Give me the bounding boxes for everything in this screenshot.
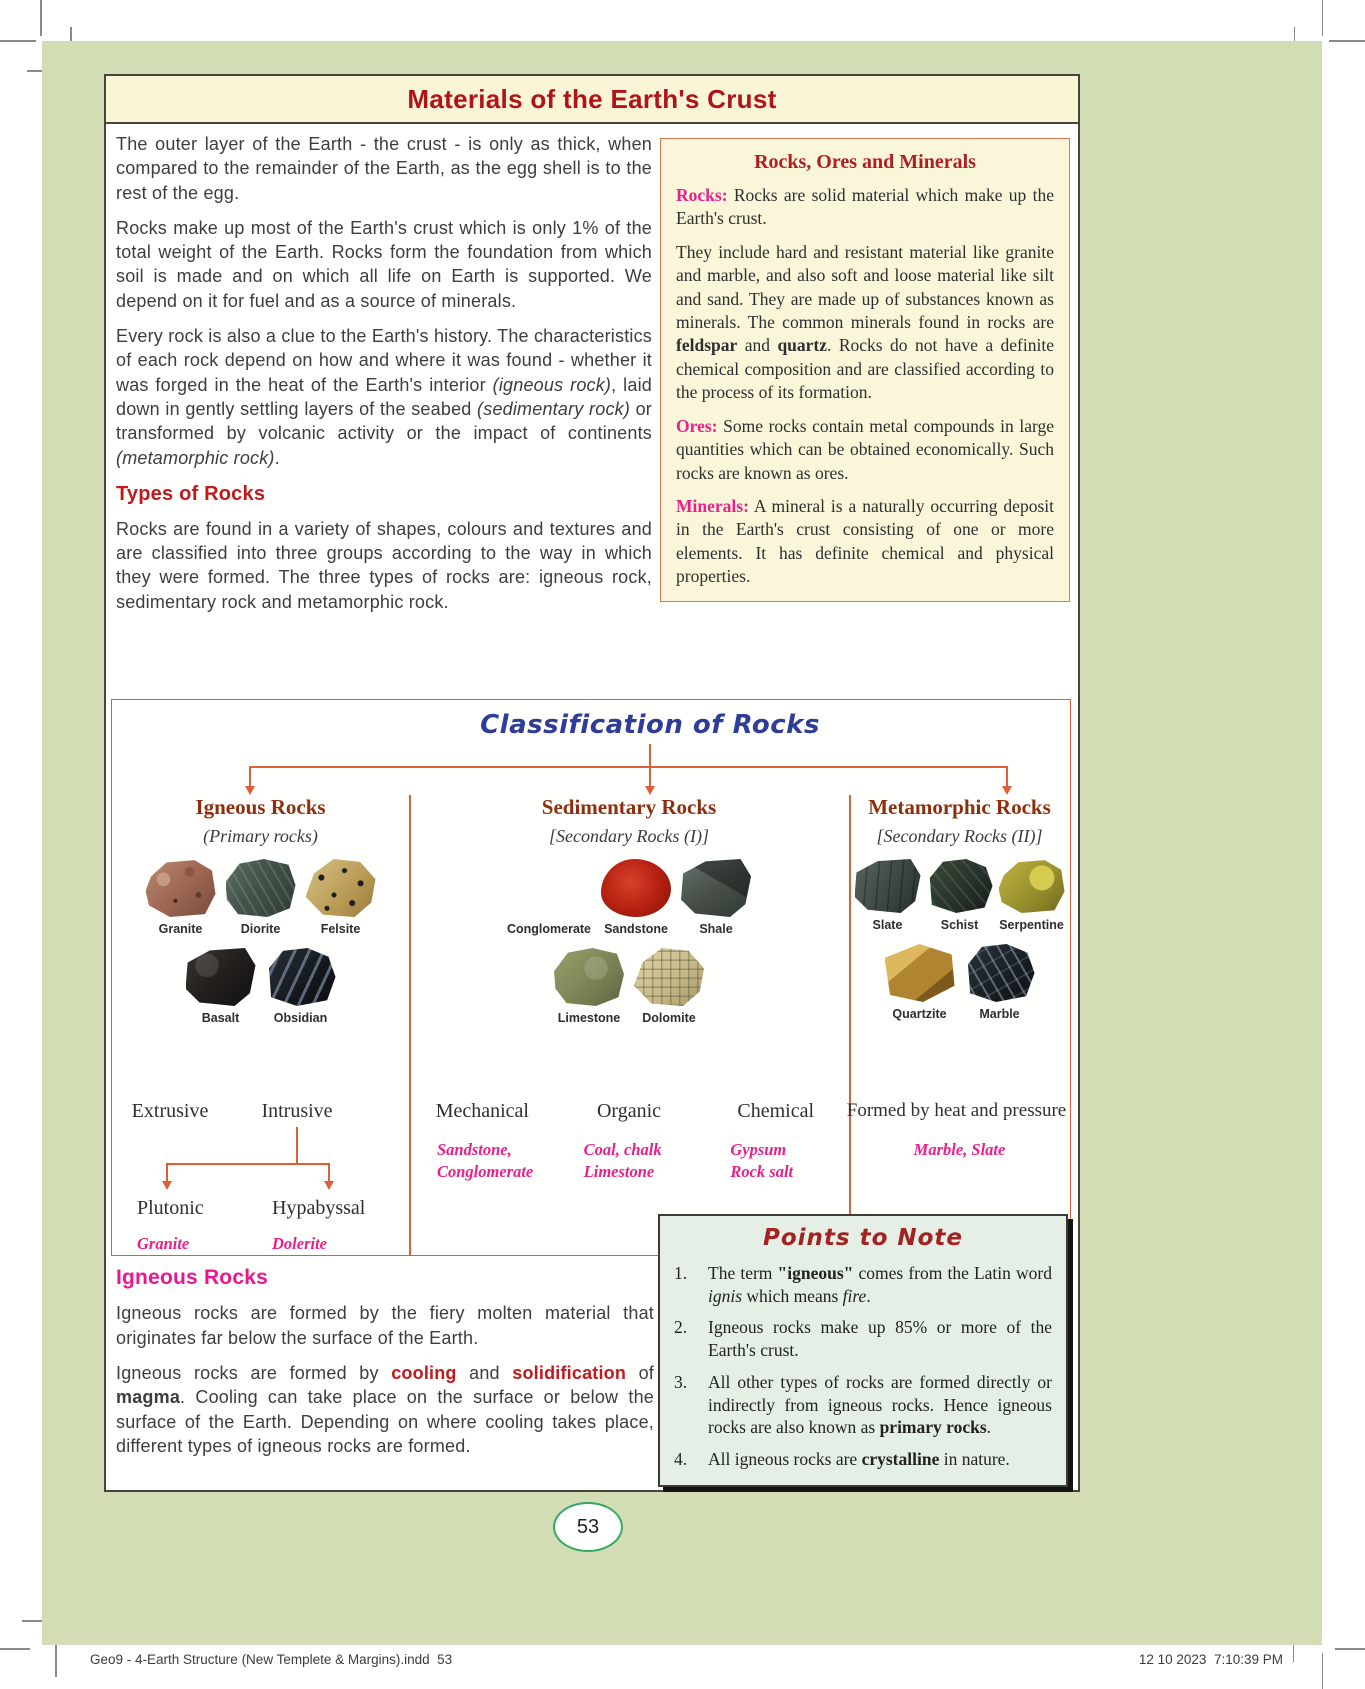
arrow-down-icon [645, 786, 655, 795]
footer-timestamp: 12 10 2023 7:10:39 PM [1138, 1652, 1283, 1667]
arrow-down-icon [324, 1181, 334, 1190]
rock-figure: Marble [965, 944, 1035, 1021]
arrow-down-icon [1002, 786, 1012, 795]
classification-title: Classification of Rocks [480, 710, 820, 740]
intro-paragraph-1: The outer layer of the Earth - the crust - is only as thick, when compared to the remainder of the Earth, as the egg shell is to the rest of the egg. [116, 134, 652, 203]
shale-rock-image [681, 859, 751, 917]
rock-figure: Limestone [554, 948, 624, 1025]
crop-mark [40, 0, 42, 36]
igneous-rocks-section [116, 1264, 654, 1469]
metamorphic-column [846, 795, 1070, 1255]
rock-figure: Felsite [306, 859, 376, 936]
heat-pressure-label: Formed by heat and pressure [846, 1100, 1067, 1121]
arrow-down-icon [245, 786, 255, 795]
intrusive-label: Intrusive [261, 1100, 333, 1122]
connector-line [250, 766, 1008, 768]
igneous-rocks-heading: Igneous Rocks [116, 1266, 268, 1289]
crop-mark [1335, 1648, 1365, 1650]
connector-line [649, 766, 651, 788]
sedimentary-rock-italic: (sedimentary rock) [477, 398, 631, 419]
rocks-box-title: Rocks, Ores and Minerals [754, 151, 976, 173]
hypabyssal-example: Dolerite [272, 1234, 327, 1253]
ores-label: Ores: [676, 415, 718, 436]
minerals-definition: Minerals: A mineral is a naturally occurring deposit in the Earth's crust consisting of one or more elements. It has definite chemical and physical properties. [676, 496, 1054, 587]
crop-mark [1329, 40, 1365, 42]
metamorphic-subheading: [Secondary Rocks (II)] [876, 826, 1043, 846]
granite-rock-image [146, 859, 216, 917]
organic-label: Organic [596, 1100, 662, 1122]
note-item-4: 4. All igneous rocks are crystalline in nature. [674, 1449, 1010, 1470]
serpentine-rock-image [999, 859, 1065, 913]
igneous-subheading: (Primary rocks) [203, 826, 318, 846]
intro-column [116, 132, 652, 625]
connector-line [166, 1163, 330, 1165]
sedimentary-types-row [409, 1100, 849, 1123]
ores-definition: Ores: Some rocks contain metal compounds in large quantities which can be obtained economically. Such rocks are known as ores. [676, 415, 1055, 483]
types-of-rocks-heading: Types of Rocks [116, 482, 266, 505]
rock-figure: Sandstone [601, 859, 671, 936]
igneous-heading: Igneous Rocks [195, 795, 326, 819]
note-item-1: 1. The term "igneous" comes from the Latin word ignis which means fire. [674, 1262, 1052, 1306]
rock-figure: Diorite [226, 859, 296, 936]
sedimentary-heading: Sedimentary Rocks [541, 795, 717, 819]
felsite-rock-image [306, 859, 376, 917]
organic-examples: Coal, chalk Limestone [583, 1140, 662, 1182]
quartzite-rock-image [885, 944, 955, 1002]
note-item-2: 2. Igneous rocks make up 85% or more of the Earth's crust. [674, 1317, 1052, 1361]
diorite-rock-image [226, 859, 296, 917]
connector-line [649, 744, 651, 767]
points-to-note-title: Points to Note [762, 1225, 964, 1251]
metamorphic-rock-italic: (metamorphic rock) [116, 447, 275, 468]
rock-figure: Granite [146, 859, 216, 936]
note-item-3: 3. All other types of rocks are formed directly or indirectly from igneous rocks. Hence igneous rocks are also known as primary rocks. [674, 1371, 1052, 1438]
metamorphic-heading: Metamorphic Rocks [868, 795, 1051, 819]
chemical-label: Chemical [737, 1100, 814, 1122]
crop-mark [1322, 1653, 1324, 1689]
sedimentary-subheading: [Secondary Rocks (I)] [549, 826, 709, 846]
connector-line [296, 1127, 298, 1165]
basalt-rock-image [186, 948, 256, 1006]
plutonic-label: Plutonic [137, 1197, 204, 1219]
mechanical-examples: Sandstone, Conglomerate [437, 1140, 534, 1182]
connector-line [249, 766, 251, 788]
metamorphic-examples: Marble, Slate [913, 1140, 1006, 1159]
content-frame [104, 74, 1080, 1492]
igneous-paragraph-1: Igneous rocks are formed by the fiery molten material that originates far below the surface of the Earth. [116, 1303, 654, 1348]
magma-keyword: magma [116, 1387, 181, 1408]
igneous-paragraph-2: Igneous rocks are formed by cooling and solidification of magma. Cooling can take place on the surface or below the surface of the Earth. Depending on where cooling takes place, different types of igneous rocks are formed. [116, 1362, 654, 1456]
rock-figure: Conglomerate [507, 859, 591, 936]
page-content [106, 124, 1078, 1490]
arrow-down-icon [162, 1181, 172, 1190]
classification-diagram [111, 699, 1071, 1256]
rock-figure: Quartzite [885, 944, 955, 1021]
solidification-keyword: solidification [512, 1362, 627, 1383]
page-number: 53 [553, 1502, 623, 1552]
sedimentary-column [409, 795, 849, 1255]
page-title: Materials of the Earth's Crust [407, 83, 777, 114]
chemical-examples: Gypsum Rock salt [730, 1140, 794, 1182]
rock-figure: Schist [927, 859, 993, 932]
igneous-rock-italic: (igneous rock) [492, 374, 612, 395]
crop-mark [0, 40, 36, 42]
limestone-rock-image [554, 948, 624, 1006]
marble-rock-image [965, 944, 1035, 1002]
extrusive-label: Extrusive [131, 1100, 209, 1122]
connector-line [328, 1163, 330, 1183]
mechanical-label: Mechanical [435, 1100, 529, 1122]
dolomite-rock-image [634, 948, 704, 1006]
intro-paragraph-3: Every rock is also a clue to the Earth's history. The characteristics of each rock depend on how and where it was found - whether it was forged in the heat of the Earth's interior (igneous rock), laid down in gently settling layers of the seabed (sedimentary rock) or transformed by volcanic activity or the impact of continents (metamorphic rock). [116, 326, 653, 468]
rock-figure: Slate [855, 859, 921, 932]
rock-figure: Serpentine [999, 859, 1065, 932]
hypabyssal-label: Hypabyssal [272, 1197, 366, 1219]
minerals-label: Minerals: [676, 496, 749, 517]
rock-figure: Dolomite [634, 948, 704, 1025]
rock-figure: Basalt [186, 948, 256, 1025]
crop-mark [0, 1648, 30, 1650]
types-of-rocks-paragraph: Rocks are found in a variety of shapes, colours and textures and are classified into three groups according to the way in which they were formed. The three types of rocks are: igneous rock, sedimentary rock and metamorphic rock. [116, 518, 652, 612]
rocks-ores-minerals-box [660, 138, 1070, 602]
cooling-keyword: cooling [391, 1362, 457, 1383]
connector-line [1006, 766, 1008, 788]
rocks-label: Rocks: [676, 184, 728, 205]
points-to-note-box [658, 1214, 1068, 1487]
sandstone-rock-image [601, 859, 671, 917]
connector-line [166, 1163, 168, 1183]
conglomerate-rock-image [514, 859, 584, 917]
rock-figure: Obsidian [266, 948, 336, 1025]
footer-filename: Geo9 - 4-Earth Structure (New Templete & Margins).indd 53 [90, 1652, 453, 1667]
obsidian-rock-image [266, 948, 336, 1006]
rock-figure: Shale [681, 859, 751, 936]
rocks-definition: Rocks: Rocks are solid material which make up the Earth's crust. [676, 184, 1054, 229]
slate-rock-image [855, 859, 921, 913]
sedimentary-examples-row [409, 1139, 849, 1184]
schist-rock-image [927, 859, 993, 913]
page-title-bar [106, 76, 1078, 124]
crop-mark [1322, 0, 1324, 36]
plutonic-example: Granite [137, 1234, 190, 1253]
igneous-column [112, 795, 409, 1255]
intro-paragraph-2: Rocks make up most of the Earth's crust which is only 1% of the total weight of the Earth. Rocks form the foundation from which soil is made and on which all life on Earth is supported. We depend on it for fuel and as a source of minerals. [116, 217, 652, 311]
rocks-composition: They include hard and resistant material like granite and marble, and also soft and loose material like silt and sand. They are made up of substances known as minerals. The common minerals found in rocks are feldspar and quartz. Rocks do not have a definite chemical composition and are classified according to the process of its formation. [676, 241, 1054, 403]
